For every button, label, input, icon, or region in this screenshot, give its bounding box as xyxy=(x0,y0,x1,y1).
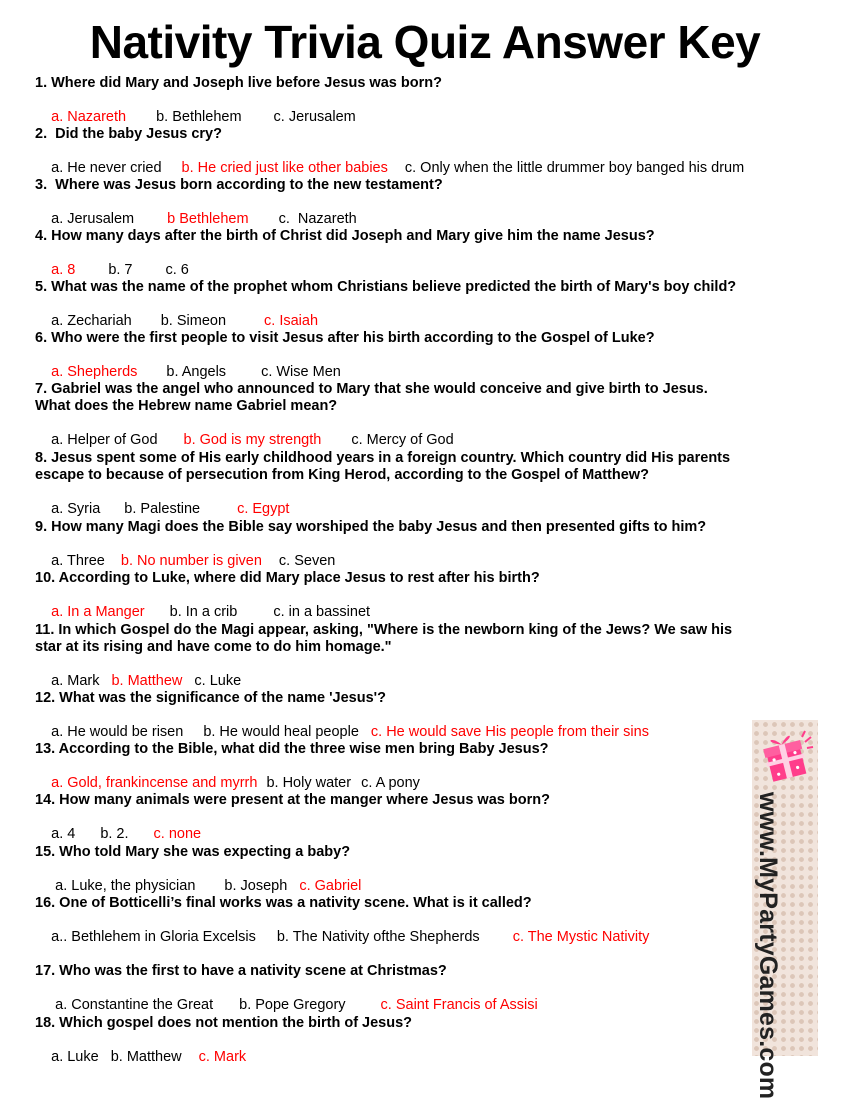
answer-option: c. Nazareth xyxy=(278,211,357,227)
question-block xyxy=(35,895,795,963)
answer-option: a. He never cried xyxy=(51,160,162,176)
answer-option: c. Mercy of God xyxy=(351,432,454,448)
question-text: 3. Where was Jesus born according to the new testament? xyxy=(35,177,443,193)
answer-option: a. Syria xyxy=(51,501,101,517)
answer-option: b. 2. xyxy=(100,826,129,842)
question-text: 5. What was the name of the prophet whom Christians believe predicted the birth of Mary's boy child? xyxy=(35,279,737,295)
answer-option: a. Zechariah xyxy=(51,313,132,329)
answer-option: b. Simeon xyxy=(160,313,227,329)
answer-option: a. Gold, frankincense and myrrh xyxy=(51,775,258,791)
question-text: 15. Who told Mary she was expecting a baby? xyxy=(35,844,351,860)
question-text: 6. Who were the first people to visit Jesus after his birth according to the Gospel of Luke? xyxy=(35,330,655,346)
answer-option: c. Seven xyxy=(278,553,336,569)
answer-option: a. 8 xyxy=(51,262,76,278)
answer-option: c. Isaiah xyxy=(264,313,319,329)
page-title: Nativity Trivia Quiz Answer Key xyxy=(89,16,761,68)
answer-option: c. 6 xyxy=(165,262,189,278)
question-text: 7. Gabriel was the angel who announced to Mary that she would conceive and give birth to Jesus. What does the Hebrew name Gabriel mean? xyxy=(35,381,708,414)
answer-option: b. The Nativity ofthe Shepherds xyxy=(276,929,480,945)
answer-options xyxy=(35,912,795,963)
answer-option: a. Mark xyxy=(51,673,100,689)
answer-option: b Bethlehem xyxy=(167,211,249,227)
question-text: 11. In which Gospel do the Magi appear, asking, "Where is the newborn king of the Jews? We saw his star at its rising and have come to do him homage." xyxy=(35,622,733,655)
branding-strip xyxy=(752,720,818,1100)
answer-option: a. Luke xyxy=(51,1049,99,1065)
answer-option: b. Matthew xyxy=(111,673,183,689)
question-text: 1. Where did Mary and Joseph live before Jesus was born? xyxy=(35,75,442,91)
question-text: 9. How many Magi does the Bible say worshiped the baby Jesus and then presented gifts to him? xyxy=(35,519,707,535)
answer-option: a. Luke, the physician xyxy=(51,878,196,894)
answer-option: c. Jerusalem xyxy=(273,109,356,125)
answer-option: c. The Mystic Nativity xyxy=(512,929,650,945)
answer-option: a. He would be risen xyxy=(51,724,184,740)
answer-option: b. Holy water xyxy=(266,775,352,791)
answer-option: a. Constantine the Great xyxy=(51,997,214,1013)
answer-option: c. Gabriel xyxy=(299,878,362,894)
answer-option: c. Mark xyxy=(198,1049,247,1065)
question-text: 16. One of Botticelli’s final works was a nativity scene. What is it called? xyxy=(35,895,532,911)
question-text: 2. Did the baby Jesus cry? xyxy=(35,126,222,142)
answer-option: a.. Bethlehem in Gloria Excelsis xyxy=(51,929,256,945)
question-text: 17. Who was the first to have a nativity scene at Christmas? xyxy=(35,963,447,979)
answer-option: c. Only when the little drummer boy banged his drum xyxy=(404,160,745,176)
answer-option: a. Helper of God xyxy=(51,432,158,448)
answer-option: b. Joseph xyxy=(224,878,288,894)
answer-option: a. In a Manger xyxy=(51,604,145,620)
answer-option: a. Three xyxy=(51,553,105,569)
question-text: 8. Jesus spent some of His early childhood years in a foreign country. Which country did His parents escape to because of persecution from King Herod, according to the Gospel of Matthew? xyxy=(35,450,731,483)
answer-option: c. Wise Men xyxy=(261,364,341,380)
question-text: 14. How many animals were present at the manger where Jesus was born? xyxy=(35,792,550,808)
answer-option: c. Egypt xyxy=(237,501,290,517)
gift-icon xyxy=(758,728,814,782)
question-text: 18. Which gospel does not mention the birth of Jesus? xyxy=(35,1015,413,1031)
website-url: www.MyPartyGames.com xyxy=(754,792,782,1100)
answer-option: c. in a bassinet xyxy=(273,604,371,620)
answer-option: a. Nazareth xyxy=(51,109,127,125)
answer-option: c. none xyxy=(153,826,202,842)
question-text: 10. According to Luke, where did Mary place Jesus to rest after his birth? xyxy=(35,570,540,586)
answer-option: c. A pony xyxy=(361,775,420,791)
answer-option: b. Pope Gregory xyxy=(239,997,346,1013)
question-text: 13. According to the Bible, what did the three wise men bring Baby Jesus? xyxy=(35,741,549,757)
answer-option: b. 7 xyxy=(108,262,133,278)
answer-option: a. Jerusalem xyxy=(51,211,135,227)
answer-option: b. He cried just like other babies xyxy=(181,160,388,176)
question-block xyxy=(35,1015,795,1083)
answer-option: b. Angels xyxy=(166,364,227,380)
answer-option: c. He would save His people from their sins xyxy=(370,724,649,740)
question-text: 4. How many days after the birth of Christ did Joseph and Mary give him the name Jesus? xyxy=(35,228,655,244)
answer-option: b. In a crib xyxy=(169,604,238,620)
answer-option: a. 4 xyxy=(51,826,76,842)
answer-options xyxy=(35,1032,795,1083)
answer-option: b. Bethlehem xyxy=(156,109,242,125)
answer-option: b. He would heal people xyxy=(203,724,359,740)
question-text: 12. What was the significance of the name 'Jesus'? xyxy=(35,690,386,706)
answer-option: b. Palestine xyxy=(124,501,201,517)
answer-option: c. Luke xyxy=(194,673,242,689)
answer-option: b. No number is given xyxy=(120,553,262,569)
answer-option: a. Shepherds xyxy=(51,364,138,380)
answer-option: b. God is my strength xyxy=(183,432,322,448)
answer-option: b. Matthew xyxy=(110,1049,182,1065)
answer-option: c. Saint Francis of Assisi xyxy=(380,997,538,1013)
